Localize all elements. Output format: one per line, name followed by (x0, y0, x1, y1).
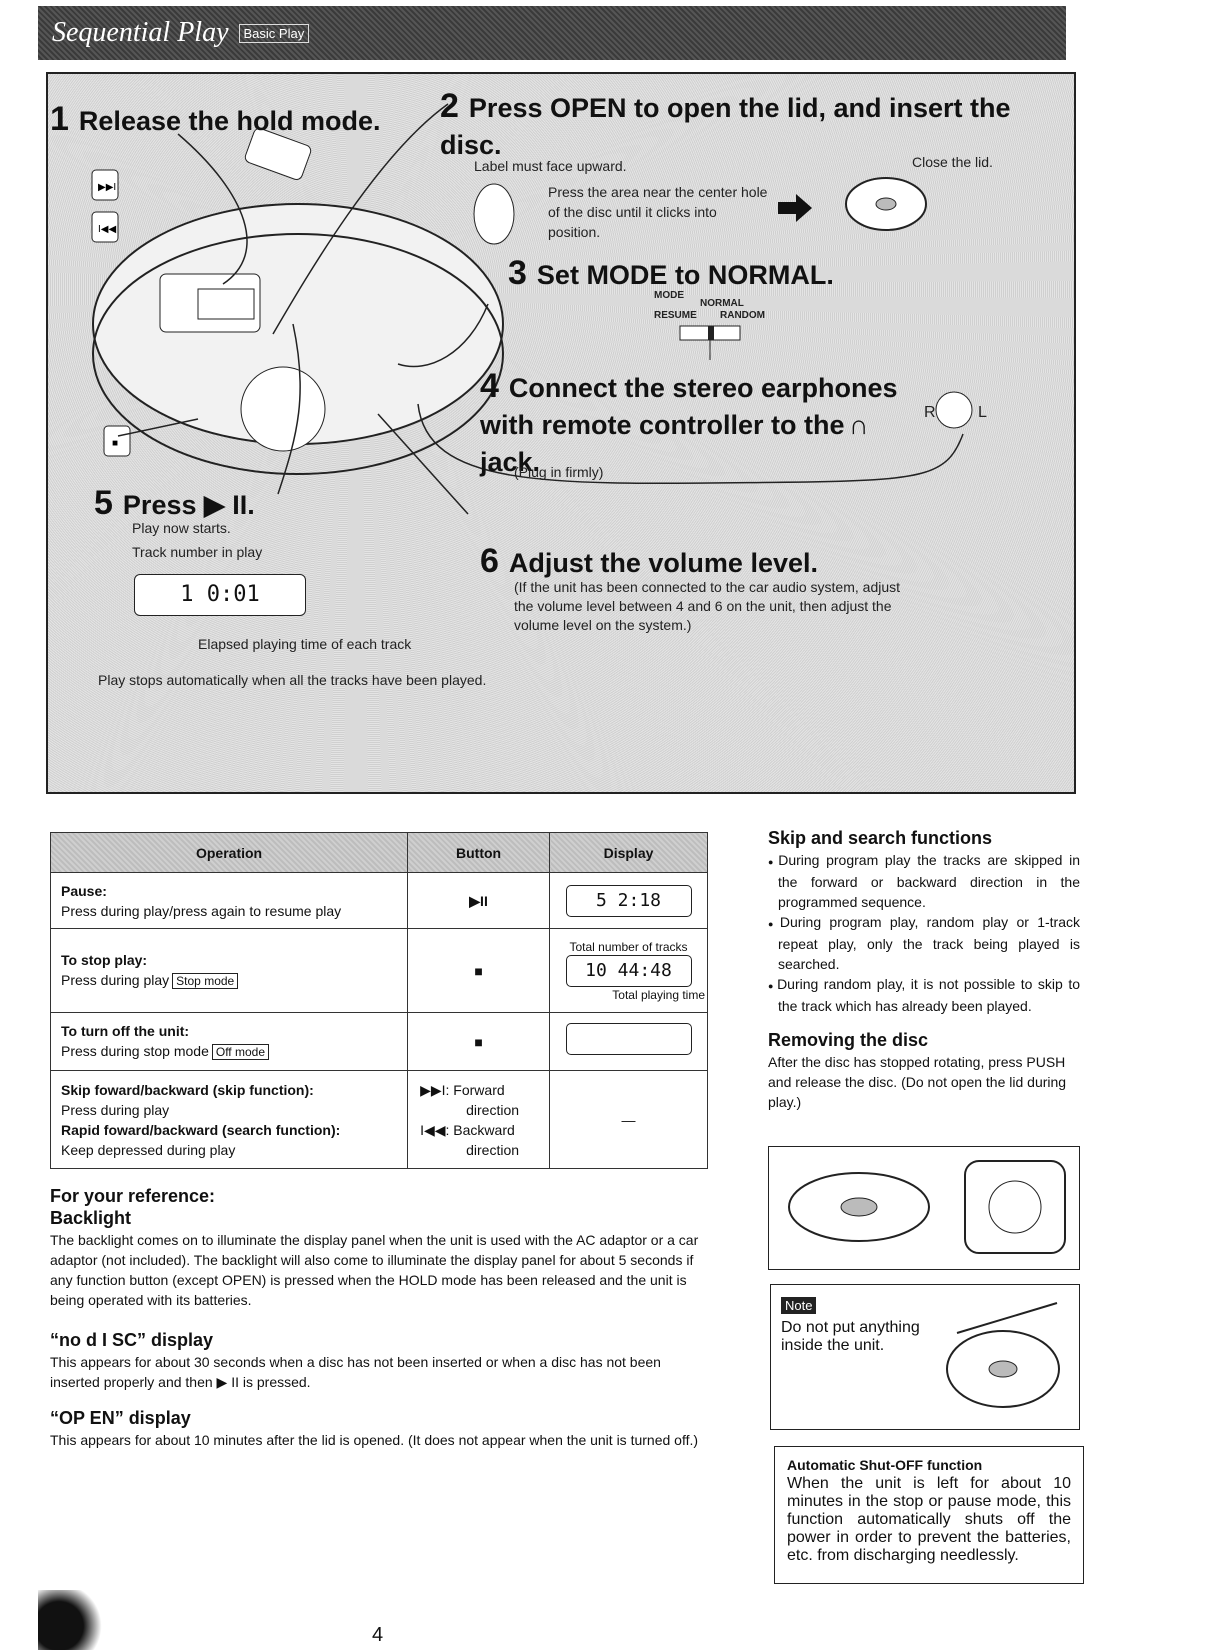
nodisc-text: This appears for about 30 seconds when a disc has not been inserted or when a disc has not been inserted properly and then ▶ II is pressed. (50, 1354, 661, 1390)
table-row: To turn off the unit: Press during stop mode Off mode ■ (51, 1013, 708, 1071)
step-5-text: Press ▶ II. (122, 490, 255, 520)
step-6-text: Adjust the volume level. (508, 548, 818, 578)
step-2-text: Press OPEN to open the lid, and insert the disc. (440, 93, 1011, 160)
stop-icon: ■ (408, 1013, 550, 1071)
headphone-icon: ∩ (848, 410, 869, 440)
open-title: “OP EN” display (50, 1408, 191, 1428)
open-text: This appears for about 10 minutes after the lid is opened. (It does not appear when the unit is turned off.) (50, 1432, 699, 1448)
shutoff-box (774, 1446, 1084, 1584)
note-box (770, 1284, 1080, 1430)
col-operation: Operation (51, 833, 408, 873)
list-item: ● During program play the tracks are skipped in the forward or backward direction in the programmed sequence. (768, 850, 1080, 912)
shutoff-title: Automatic Shut-OFF function (787, 1457, 983, 1473)
svg-text:I◀◀: I◀◀ (98, 224, 117, 235)
plug-note: (Plug in firmly) (514, 464, 604, 480)
close-lid-note: Close the lid. (912, 154, 993, 170)
svg-text:■: ■ (112, 438, 119, 449)
unit-illustration (937, 1293, 1073, 1421)
step-2: 2 Press OPEN to open the lid, and insert the disc. (440, 87, 1011, 160)
page-title: Sequential Play (52, 17, 229, 48)
table-row: To stop play: Press during play Stop mode ■ Total number of tracks 10 44:48 Total playing time (51, 929, 708, 1013)
operation-table (50, 832, 708, 1169)
step-5: 5 Press ▶ II. (94, 484, 255, 522)
list-item: ● During program play, random play or 1-track repeat play, only the track being played is searched. (768, 912, 1080, 974)
reference-title: For your reference: (50, 1186, 216, 1206)
press-area-note: Press the area near the center hole of the disc until it clicks into position. (548, 184, 768, 240)
step-5-lcd: 1 0:01 (134, 574, 306, 616)
step-4-text-2: jack. (480, 447, 541, 477)
shutoff-text: When the unit is left for about 10 minutes in the stop or pause mode, this function automatically shuts off the power in order to prevent the batteries, etc. from discharging needlessly. (787, 1475, 1071, 1564)
step-1-text: Release the hold mode. (78, 106, 381, 136)
stop-display: 10 44:48 (566, 955, 692, 987)
stop-icon: ■ (408, 929, 550, 1013)
removing-text: After the disc has stopped rotating, press PUSH and release the disc. (Do not open the lid during play.) (768, 1054, 1067, 1110)
table-row: Pause: Press during play/press again to resume play ▶II 5 2:18 (51, 873, 708, 929)
step-1: 1 Release the hold mode. (50, 100, 381, 138)
skip-forward-label: ▶▶I: Forward (420, 1081, 505, 1098)
page-subtitle: Basic Play (239, 24, 310, 43)
backlight-title: Backlight (50, 1208, 132, 1228)
page-number: 4 (372, 1624, 384, 1646)
skip-display: — (550, 1071, 708, 1169)
track-number-note: Track number in play (132, 544, 263, 560)
instruction-diagram: ▶▶I I◀◀ ■ 1 Release the hold mode. 2 Press OPEN to open the lid, and insert the disc. Label must face upward. Press the area near the center hole of the disc until it clicks into position. Close the lid. 3 Set MODE to NORMAL. MODE NORMAL RESUME RANDOM 4 Connect the stereo earphones with remote controller to the ∩ jack. (Plug in firmly) R L 5 Press ▶ II. Play now starts. Track number in play 1 0:01 Elapsed playing time of each track 6 Adjust the volume level. (If the unit has been connected to the car audio system, adjust the volume level between 4 and 6 on the unit, then adjust the volume level on the system.) Play stops automatically when all the tracks have been played. (46, 72, 1076, 794)
note-text: Do not put anything inside the unit. (781, 1319, 920, 1354)
step-3: 3 Set MODE to NORMAL. (508, 254, 834, 292)
skip-search-section (768, 828, 1080, 1112)
volume-note: (If the unit has been connected to the car audio system, adjust the volume level between 4 and 6 on the unit, then adjust the volume level on the system.) (514, 579, 901, 633)
removing-illustration (768, 1146, 1080, 1270)
label-face-note: Label must face upward. (474, 158, 627, 174)
pause-display: 5 2:18 (566, 885, 692, 917)
note-label: Note (781, 1297, 816, 1314)
corner-mark (38, 1590, 108, 1650)
step-4-text: Connect the stereo earphones with remote controller to the (480, 373, 898, 440)
reference-section (50, 1186, 710, 1450)
removing-title: Removing the disc (768, 1030, 929, 1050)
play-stops-note: Play stops automatically when all the tracks have been played. (98, 672, 487, 688)
step-4: 4 Connect the stereo earphones with remote controller to the ∩ jack. (480, 367, 898, 477)
skip-backward-label: I◀◀: Backward (420, 1121, 515, 1138)
list-item: ● During random play, it is not possible to skip to the track which has already been played. (768, 974, 1080, 1016)
play-starts-note: Play now starts. (132, 520, 231, 536)
step-3-text: Set MODE to NORMAL. (536, 260, 834, 290)
col-display: Display (550, 833, 708, 873)
play-pause-icon: ▶II (408, 873, 550, 929)
nodisc-title: “no d I SC” display (50, 1330, 214, 1350)
col-button: Button (408, 833, 550, 873)
svg-text:▶▶I: ▶▶I (98, 182, 117, 193)
table-row: Skip foward/backward (skip function): Press during play Rapid foward/backward (search function): Keep depressed during play ▶▶I: Forward direction I◀◀: Backward direction — (51, 1071, 708, 1169)
skip-search-title: Skip and search functions (768, 828, 993, 848)
off-display (566, 1023, 692, 1055)
disc-removal-illustration (769, 1147, 1079, 1269)
elapsed-time-note: Elapsed playing time of each track (198, 636, 412, 652)
backlight-text: The backlight comes on to illuminate the display panel when the unit is used with the AC adaptor or a car adaptor (not included). The backlight will also come to illuminate the display panel for about 5 seconds if any function button (except OPEN) is pressed when the HOLD mode has been released and the unit is being operated with its batteries. (50, 1232, 699, 1308)
section-title-bar (38, 6, 1066, 60)
step-6: 6 Adjust the volume level. (480, 542, 818, 580)
